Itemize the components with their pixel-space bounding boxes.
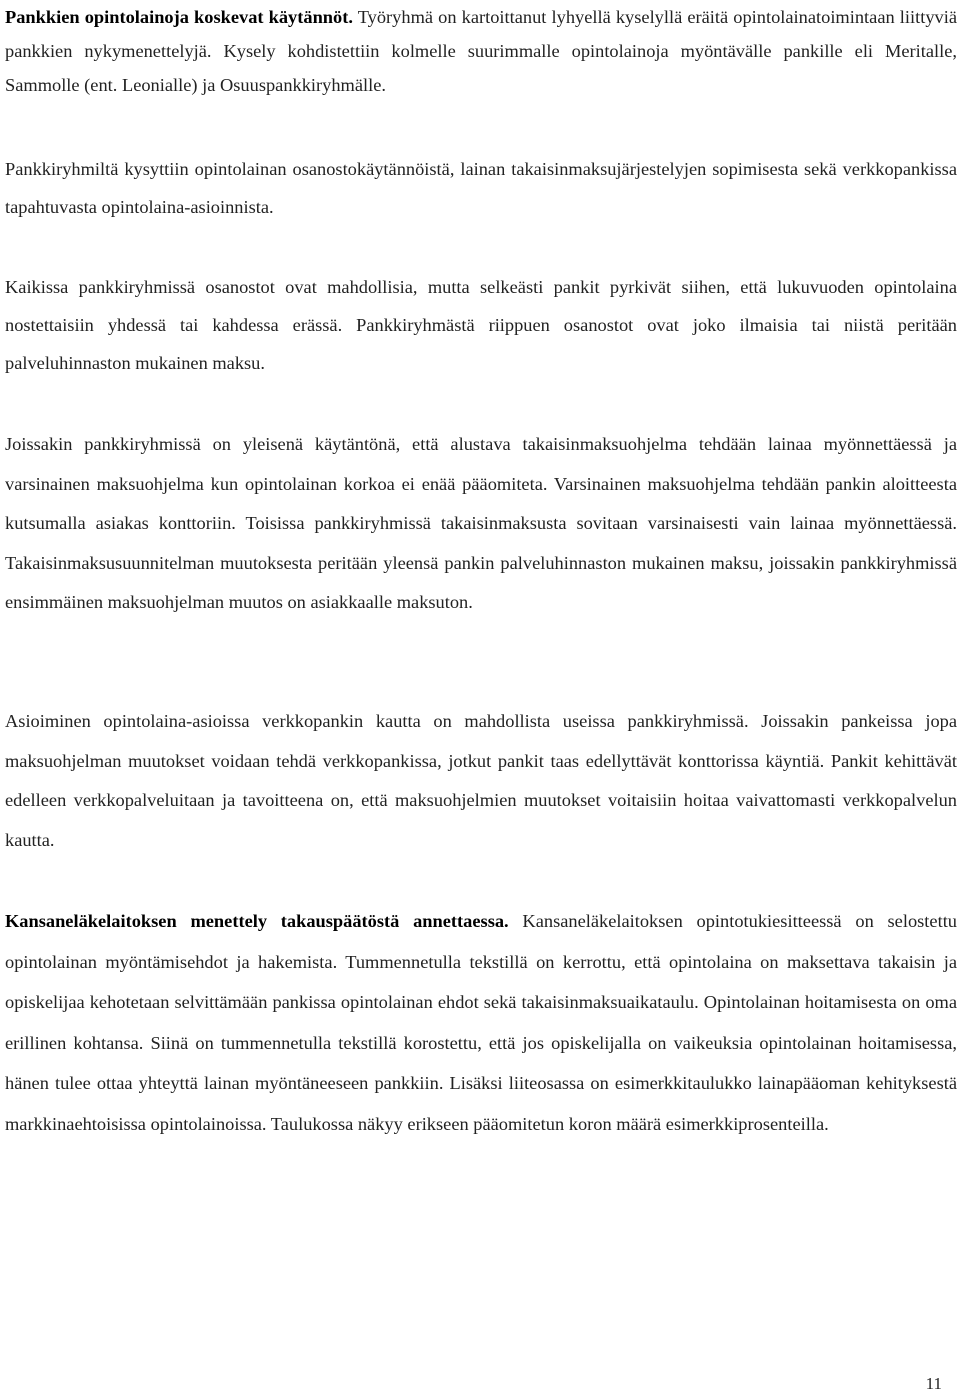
- paragraph-text: Työryhmä on kartoittanut lyhyellä kyselyllä eräitä opintolainatoimintaan liittyviä pankkien nykymenettelyjä. Kysely kohdistettiin kolmelle suurimmalle opintolainoja myöntävälle pankille eli Meritalle, Sammolle (ent. Leonialle) ja Osuuspankkiryhmälle.: [5, 7, 957, 95]
- paragraph-partial-withdrawals: [5, 268, 957, 382]
- page-number: 11: [925, 1374, 942, 1393]
- paragraph-repayment-schedule: [5, 425, 957, 623]
- paragraph-text: Pankkiryhmiltä kysyttiin opintolainan osanostokäytännöistä, lainan takaisinmaksujärjestelyjen sopimisesta sekä verkkopankissa tapahtuvasta opintolaina-asioinnista.: [5, 159, 957, 217]
- paragraph-lead-heading: Kansaneläkelaitoksen menettely takauspäätöstä annettaessa.: [5, 911, 509, 931]
- paragraph-survey-questions: [5, 150, 957, 226]
- paragraph-text: Asioiminen opintolaina-asioissa verkkopankin kautta on mahdollista useissa pankkiryhmissä. Joissakin pankeissa jopa maksuohjelman muutokset voidaan tehdä verkkopankissa, jotkut pankit taas edellyttävät konttorissa käyntiä. Pankit kehittävät edelleen verkkopalveluitaan ja tavoitteena on, että maksuohjelmien muutokset voitaisiin hoitaa vaivattomasti verkkopalvelun kautta.: [5, 711, 957, 850]
- paragraph-bank-practices: [5, 0, 957, 102]
- paragraph-online-banking: [5, 702, 957, 860]
- paragraph-text: Kansaneläkelaitoksen opintotukiesitteessä on selostettu opintolainan myöntämisehdot ja hakemista. Tummennetulla tekstillä on kerrottu, että opintolaina on maksettava takaisin ja opiskelijaa kehotetaan selvittämään pankissa opintolainan ehdot sekä takaisinmaksuaikataulu. Opintolainan hoitamisesta on oma erillinen kohtansa. Siinä on tummennetulla tekstillä korostettu, että jos opiskelijalla on vaikeuksia opintolainan hoitamisessa, hänen tulee ottaa yhteyttä lainan myöntäneeseen pankkiin. Lisäksi liiteosassa on esimerkkitaulukko lainapääoman kehityksestä markkinaehtoisissa opintolainoissa. Taulukossa näkyy erikseen pääomitetun koron määrä esimerkkiprosenteilla.: [5, 911, 957, 1134]
- paragraph-lead-heading: Pankkien opintolainoja koskevat käytännöt.: [5, 7, 353, 27]
- paragraph-text: Joissakin pankkiryhmissä on yleisenä käytäntönä, että alustava takaisinmaksuohjelma tehdään lainaa myönnettäessä ja varsinainen maksuohjelma kun opintolainan korkoa ei enää pääomiteta. Varsinainen maksuohjelma tehdään pankin aloitteesta kutsumalla asiakas konttoriin. Toisissa pankkiryhmissä takaisinmaksusta sovitaan varsinaisesti vain lainaa myönnettäessä. Takaisinmaksusuunnitelman muutoksesta peritään yleensä pankin palveluhinnaston mukainen maksu, joissakin pankkiryhmissä ensimmäinen maksuohjelman muutos on asiakkaalle maksuton.: [5, 434, 957, 613]
- paragraph-text: Kaikissa pankkiryhmissä osanostot ovat mahdollisia, mutta selkeästi pankit pyrkivät siihen, että lukuvuoden opintolaina nostettaisiin yhdessä tai kahdessa erässä. Pankkiryhmästä riippuen osanostot ovat joko ilmaisia tai niistä peritään palveluhinnaston mukainen maksu.: [5, 277, 957, 373]
- paragraph-kela-procedure: [5, 901, 957, 1145]
